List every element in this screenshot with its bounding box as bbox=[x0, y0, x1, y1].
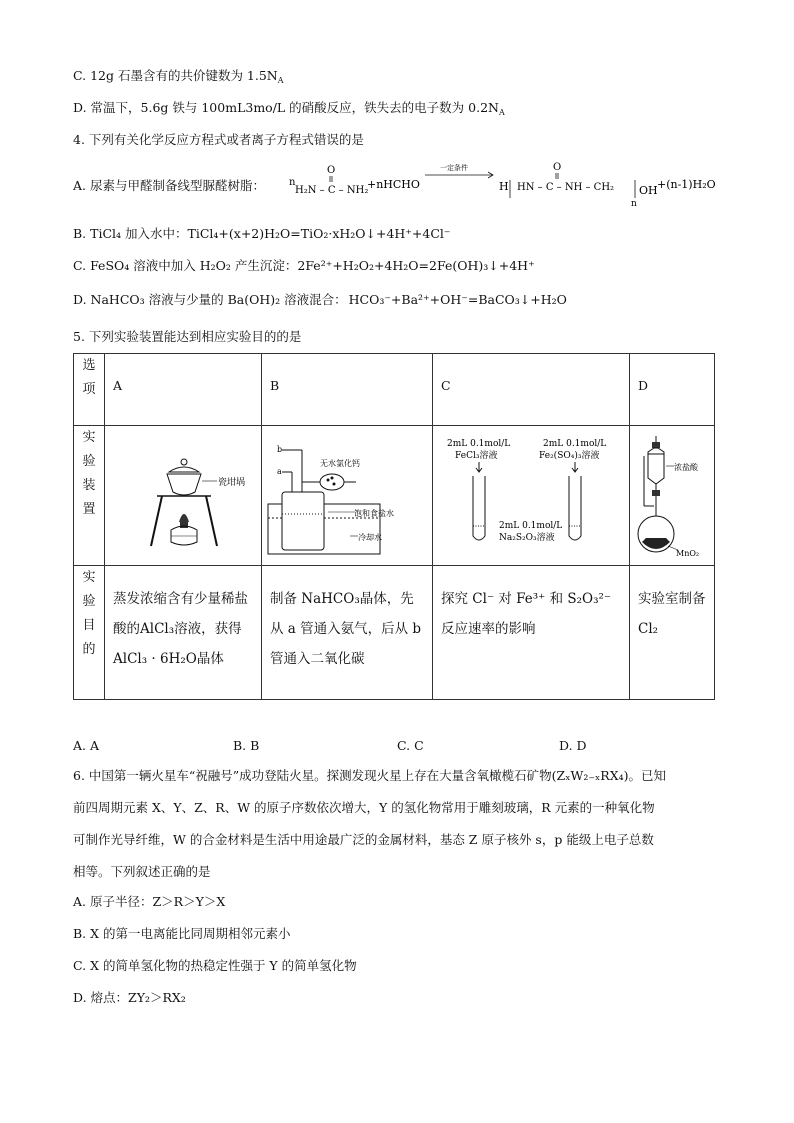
label-hcl: 浓盐酸 bbox=[674, 463, 698, 472]
q5-choice-d: D. D bbox=[559, 738, 587, 753]
label-cacl2: 无水氯化钙 bbox=[320, 459, 360, 468]
q6-option-d: D. 熔点：ZY₂＞RX₂ bbox=[73, 990, 186, 1005]
label-mno2: MnO₂ bbox=[676, 549, 700, 558]
label-crucible: 瓷坩埚 bbox=[218, 478, 246, 488]
svg-text:a: a bbox=[277, 467, 282, 476]
apparatus-c bbox=[433, 426, 630, 566]
q5-choice-a: A. A bbox=[73, 738, 100, 753]
svg-text:Na₂S₂O₃溶液: Na₂S₂O₃溶液 bbox=[499, 533, 555, 543]
label-coldwater: 冷却水 bbox=[358, 533, 382, 542]
label-brine: 饱和食盐水 bbox=[354, 509, 394, 518]
q4-option-d: D. NaHCO₃ 溶液与少量的 Ba(OH)₂ 溶液混合： HCO₃⁻+Ba²⁺+OH⁻=BaCO₃↓+H₂O bbox=[73, 292, 567, 307]
svg-text:2mL 0.1mol/L: 2mL 0.1mol/L bbox=[447, 439, 511, 449]
q4-option-c: C. FeSO₄ 溶液中加入 H₂O₂ 产生沉淀：2Fe²⁺+H₂O₂+4H₂O=2Fe(OH)₃↓+4H⁺ bbox=[73, 258, 535, 273]
header-option-d: D bbox=[630, 354, 715, 426]
apparatus-label-cell: 实 验 装 置 bbox=[74, 426, 105, 566]
header-label-cell: 选 项 bbox=[74, 354, 105, 426]
urea-formula: H₂N – C – NH₂ bbox=[295, 185, 369, 196]
q3-option-d: D. 常温下，5.6g 铁与 100mL3mo/L 的硝酸反应，铁失去的电子数为 $0.2N_A$ bbox=[73, 100, 505, 117]
svg-text:b: b bbox=[277, 445, 283, 454]
q6-stem-line-1: 6. 中国第一辆火星车“祝融号”成功登陆火星。探测发现火星上存在大量含氧橄榄石矿物(ZₓW₂₋ₓRX₄)。已知 bbox=[73, 768, 666, 783]
header-row bbox=[74, 354, 715, 426]
svg-text:2mL 0.1mol/L: 2mL 0.1mol/L bbox=[543, 439, 607, 449]
q4-option-a-label: A. 尿素与甲醛制备线型脲醛树脂： bbox=[73, 178, 265, 193]
product-water: +(n-1)H₂O bbox=[657, 178, 716, 191]
nahco3-apparatus bbox=[262, 426, 424, 562]
header-option-c: C bbox=[433, 354, 630, 426]
q5-choice-c: C. C bbox=[397, 738, 424, 753]
chlorine-generator-diagram bbox=[630, 426, 706, 562]
purpose-a: 蒸发浓缩含有少量稀盐酸的AlCl₃溶液，获得 AlCl₃ · 6H₂O晶体 bbox=[105, 566, 262, 700]
q6-option-b: B. X 的第一电离能比同周期相邻元素小 bbox=[73, 926, 291, 941]
reaction-condition: 一定条件 bbox=[440, 164, 468, 172]
apparatus-row bbox=[74, 426, 715, 566]
header-option-a: A bbox=[105, 354, 262, 426]
product-h: H bbox=[499, 180, 509, 193]
crucible-diagram bbox=[105, 426, 253, 562]
q6-stem-line-3: 可制作光导纤维，W 的合金材料是生活中用途最广泛的金属材料，基态 Z 原子核外 s，p 能级上电子总数 bbox=[73, 832, 654, 847]
q3-option-c: C. 12g 石墨含有的共价键数为 $1.5N_A$ bbox=[73, 68, 284, 85]
urea-o: O bbox=[327, 165, 336, 176]
svg-text:Fe₂(SO₄)₃溶液: Fe₂(SO₄)₃溶液 bbox=[539, 451, 600, 461]
q6-stem-line-2: 前四周期元素 X、Y、Z、R、W 的原子序数依次增大，Y 的氢化物常用于雕刻玻璃，R 元素的一种氧化物 bbox=[73, 800, 655, 815]
apparatus-a bbox=[105, 426, 262, 566]
apparatus-b bbox=[262, 426, 433, 566]
urea-n: n bbox=[289, 177, 296, 188]
purpose-b: 制备 NaHCO₃晶体，先从 a 管通入氨气，后从 b 管通入二氧化碳 bbox=[262, 566, 433, 700]
purpose-label-cell: 实 验 目 的 bbox=[74, 566, 105, 700]
product-oh: OH bbox=[639, 184, 658, 197]
urea-plus-hcho: +nHCHO bbox=[367, 178, 420, 191]
product-chain: HN – C – NH – CH₂ bbox=[517, 182, 615, 193]
q4-stem: 4. 下列有关化学反应方程式或者离子方程式错误的是 bbox=[73, 132, 364, 147]
purpose-row bbox=[74, 566, 715, 700]
q6-option-a: A. 原子半径：Z＞R＞Y＞X bbox=[73, 894, 226, 909]
svg-text:2mL 0.1mol/L: 2mL 0.1mol/L bbox=[499, 521, 563, 531]
q4-urea-equation bbox=[285, 158, 735, 214]
purpose-c: 探究 Cl⁻ 对 Fe³⁺ 和 S₂O₃²⁻ 反应速率的影响 bbox=[433, 566, 630, 700]
test-tubes-diagram bbox=[433, 426, 621, 562]
apparatus-d bbox=[630, 426, 715, 566]
experiment-table bbox=[73, 353, 715, 700]
q5-choice-b: B. B bbox=[233, 738, 260, 753]
product-o: O bbox=[553, 162, 562, 173]
q5-stem: 5. 下列实验装置能达到相应实验目的的是 bbox=[73, 329, 302, 344]
purpose-d: 实验室制备 Cl₂ bbox=[630, 566, 715, 700]
q4-option-b: B. TiCl₄ 加入水中：TiCl₄+(x+2)H₂O=TiO₂·xH₂O↓+4H⁺+4Cl⁻ bbox=[73, 226, 451, 241]
q6-stem-line-4: 相等。下列叙述正确的是 bbox=[73, 864, 211, 879]
product-n: n bbox=[631, 199, 637, 209]
header-option-b: B bbox=[262, 354, 433, 426]
q6-option-c: C. X 的简单氢化物的热稳定性强于 Y 的简单氢化物 bbox=[73, 958, 357, 973]
svg-text:FeCl₃溶液: FeCl₃溶液 bbox=[455, 451, 498, 461]
